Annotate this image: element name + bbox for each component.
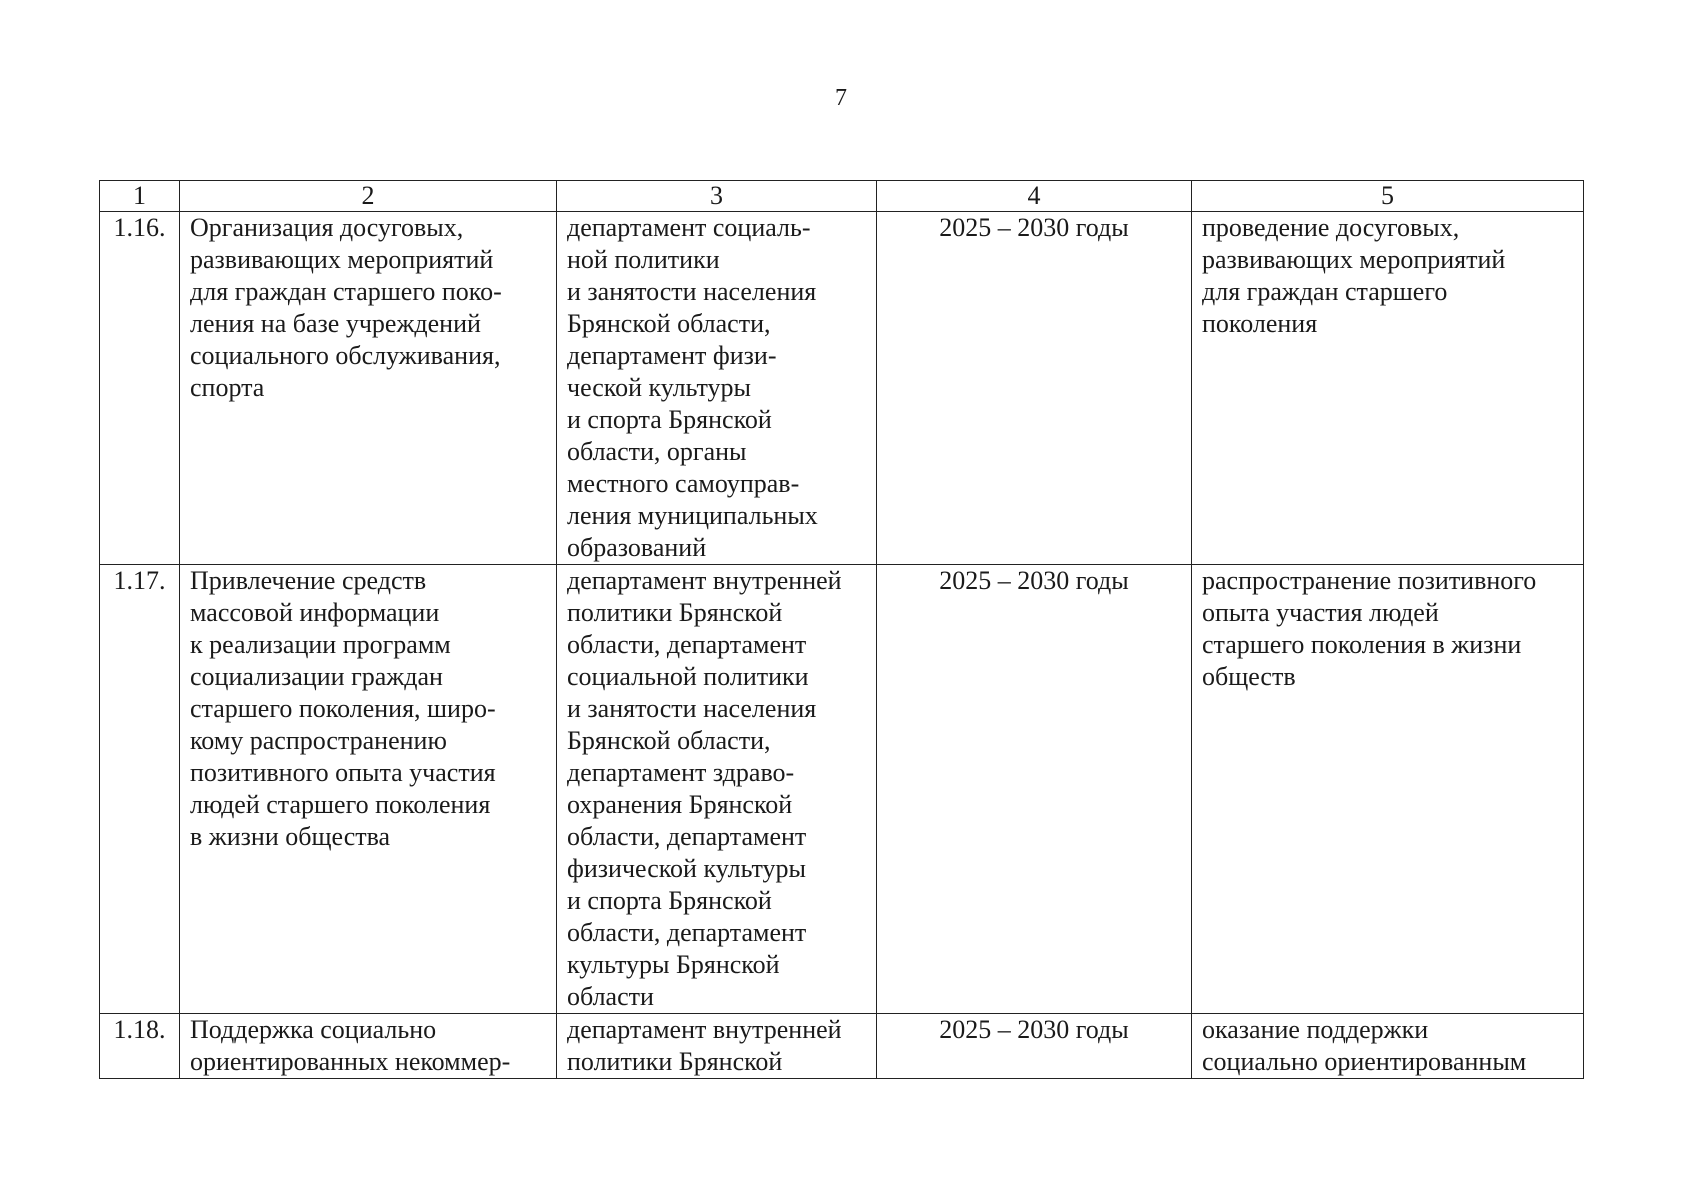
table-header-row bbox=[100, 181, 1584, 212]
period-cell: 2025 – 2030 годы bbox=[877, 1014, 1192, 1079]
table-row bbox=[100, 565, 1584, 1014]
row-number: 1.16. bbox=[100, 212, 180, 565]
measures-table bbox=[99, 180, 1584, 1079]
table-row bbox=[100, 1014, 1584, 1079]
column-header: 4 bbox=[877, 181, 1192, 212]
row-number: 1.17. bbox=[100, 565, 180, 1014]
period-cell: 2025 – 2030 годы bbox=[877, 212, 1192, 565]
row-number: 1.18. bbox=[100, 1014, 180, 1079]
activity-cell: Привлечение средств массовой информации к реализации программ социализации граждан старшего поколения, широ- кому распространению позитивного опыта участия людей старшего поколения в жизни общества bbox=[180, 565, 557, 1014]
page-number: 7 bbox=[835, 85, 847, 111]
column-header: 5 bbox=[1192, 181, 1584, 212]
period-cell: 2025 – 2030 годы bbox=[877, 565, 1192, 1014]
column-header: 1 bbox=[100, 181, 180, 212]
responsible-cell: департамент внутренней политики Брянской bbox=[557, 1014, 877, 1079]
result-cell: распространение позитивного опыта участия людей старшего поколения в жизни обществ bbox=[1192, 565, 1584, 1014]
column-header: 2 bbox=[180, 181, 557, 212]
responsible-cell: департамент социаль- ной политики и занятости населения Брянской области, департамент физи- ческой культуры и спорта Брянской области, органы местного самоуправ- ления муниципальных образований bbox=[557, 212, 877, 565]
column-header: 3 bbox=[557, 181, 877, 212]
responsible-cell: департамент внутренней политики Брянской области, департамент социальной политики и занятости населения Брянской области, департамент здраво- охранения Брянской области, департамент физической культуры и спорта Брянской области, департамент культуры Брянской области bbox=[557, 565, 877, 1014]
result-cell: проведение досуговых, развивающих мероприятий для граждан старшего поколения bbox=[1192, 212, 1584, 565]
result-cell: оказание поддержки социально ориентированным bbox=[1192, 1014, 1584, 1079]
activity-cell: Поддержка социально ориентированных некоммер- bbox=[180, 1014, 557, 1079]
table-row bbox=[100, 212, 1584, 565]
activity-cell: Организация досуговых, развивающих мероприятий для граждан старшего поко- ления на базе учреждений социального обслуживания, спорта bbox=[180, 212, 557, 565]
